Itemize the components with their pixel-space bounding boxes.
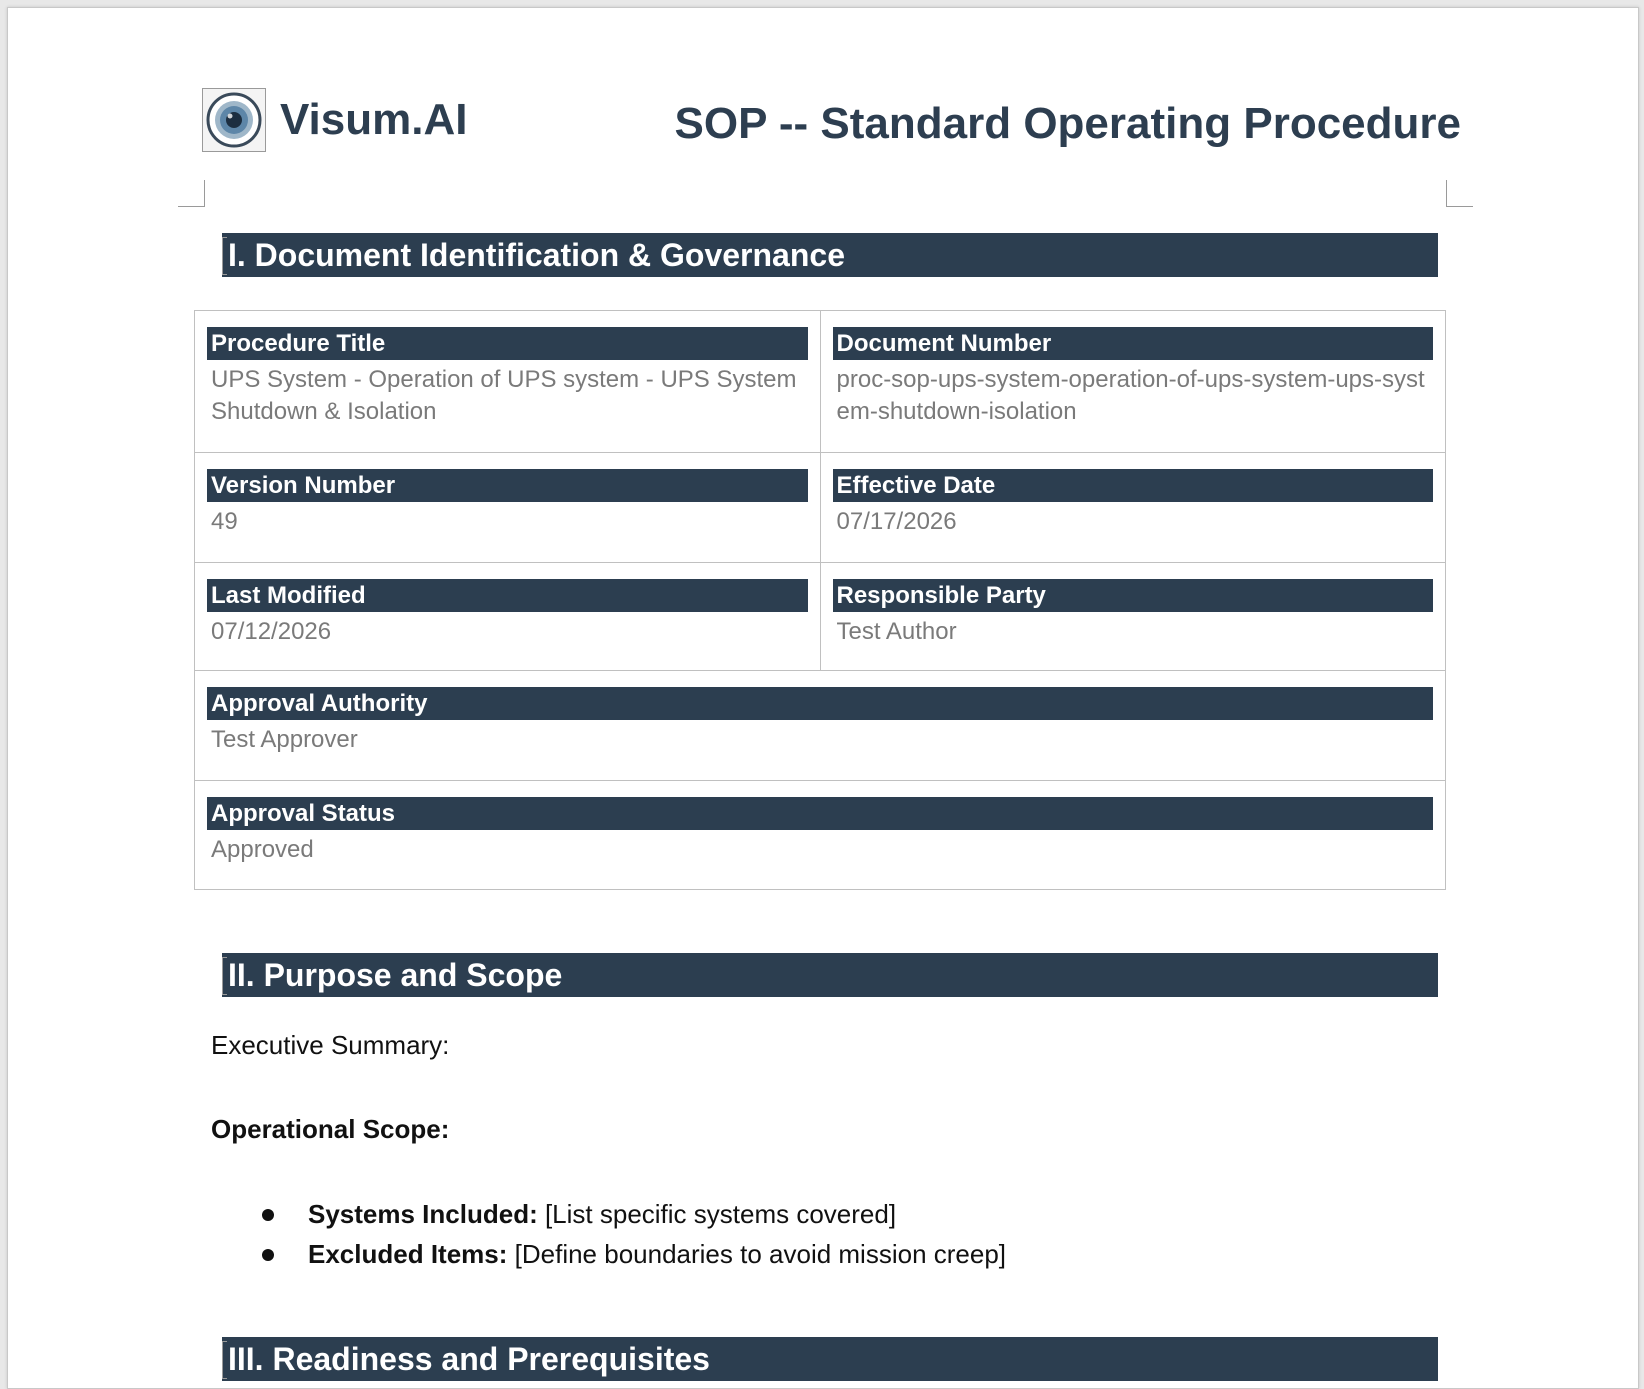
bullet-icon (262, 1249, 274, 1261)
governance-table (194, 310, 1446, 890)
scope-description: [List specific systems covered] (537, 1199, 897, 1229)
field-label: Responsible Party (833, 579, 1434, 612)
table-row (195, 563, 1445, 671)
brand-name: Visum.AI (280, 95, 468, 144)
section-title: I. Document Identification & Governance (228, 237, 845, 273)
version-number-value: 49 (211, 508, 238, 535)
responsible-party-cell[interactable] (820, 563, 1446, 670)
last-modified-cell[interactable] (195, 563, 820, 670)
field-label: Approval Authority (207, 687, 1433, 720)
section-title: II. Purpose and Scope (228, 957, 563, 993)
document-number-value: proc-sop-ups-system-operation-of-ups-system-ups-system-shutdown-isolation (836, 366, 1425, 425)
field-label: Document Number (833, 327, 1434, 360)
brand-logo (202, 88, 266, 152)
section-title: III. Readiness and Prerequisites (228, 1341, 710, 1377)
scope-term: Systems Included: (308, 1199, 538, 1229)
document-number-cell[interactable] (820, 311, 1446, 452)
effective-date-cell[interactable] (820, 453, 1446, 562)
approval-status-value: Approved (211, 836, 314, 863)
table-row (195, 453, 1445, 563)
scope-description: [Define boundaries to avoid mission creep] (507, 1239, 1007, 1269)
document-title: SOP -- Standard Operating Procedure (674, 99, 1461, 148)
document-page (7, 7, 1639, 1389)
table-row (195, 671, 1445, 781)
text-cursor-mark (222, 957, 227, 995)
operational-scope-label[interactable]: Operational Scope: (211, 1114, 450, 1144)
header-crop-mark-right (1446, 180, 1473, 207)
table-row (195, 781, 1445, 889)
scope-term: Excluded Items: (308, 1239, 508, 1269)
text-cursor-mark (222, 1341, 227, 1379)
text-cursor-mark (222, 237, 227, 275)
header-crop-mark-left (178, 180, 205, 207)
scope-bullet-list (260, 1194, 1006, 1274)
responsible-party-value: Test Author (836, 618, 957, 645)
field-label: Last Modified (207, 579, 808, 612)
section-heading-purpose-scope[interactable] (222, 953, 1438, 997)
bullet-icon (262, 1209, 274, 1221)
executive-summary-label[interactable]: Executive Summary: (211, 1030, 450, 1060)
field-label: Effective Date (833, 469, 1434, 502)
list-item[interactable] (260, 1234, 1006, 1274)
eye-lens-icon (203, 89, 265, 151)
list-item[interactable] (260, 1194, 1006, 1234)
table-row (195, 311, 1445, 453)
field-label: Procedure Title (207, 327, 808, 360)
approval-authority-cell[interactable] (195, 671, 1445, 780)
procedure-title-value: UPS System - Operation of UPS system - UPS System Shutdown & Isolation (211, 366, 797, 425)
field-label: Approval Status (207, 797, 1433, 830)
procedure-title-cell[interactable] (195, 311, 820, 452)
last-modified-value: 07/12/2026 (211, 618, 332, 645)
version-number-cell[interactable] (195, 453, 820, 562)
section-heading-readiness[interactable] (222, 1337, 1438, 1381)
approval-authority-value: Test Approver (211, 726, 358, 753)
effective-date-value: 07/17/2026 (836, 508, 957, 535)
field-label: Version Number (207, 469, 808, 502)
section-heading-identification[interactable] (222, 233, 1438, 277)
approval-status-cell[interactable] (195, 781, 1445, 889)
